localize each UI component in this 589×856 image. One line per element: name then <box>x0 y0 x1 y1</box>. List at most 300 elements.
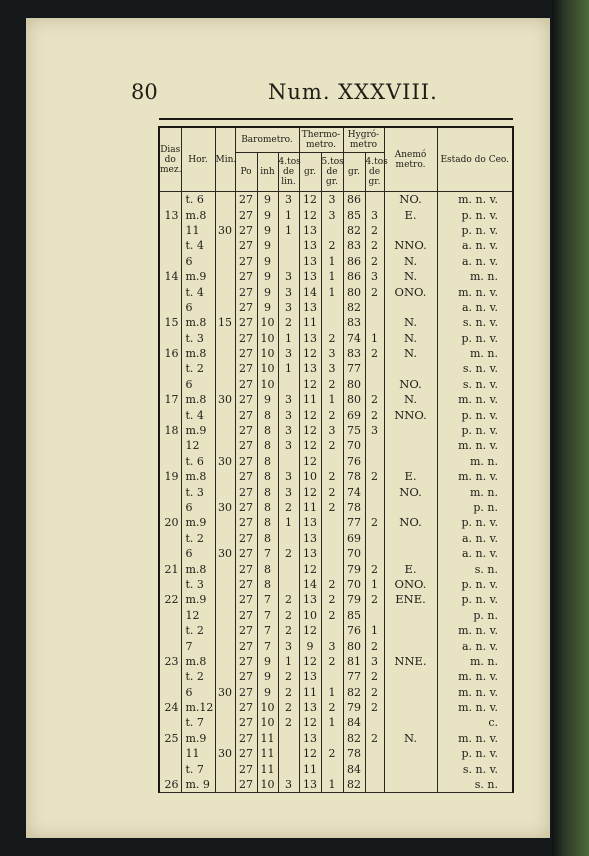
header-dias: Dias do mez. <box>159 127 181 192</box>
thermometer-degrees-cell: 13 <box>299 331 321 346</box>
anemometer-cell: N. <box>384 331 437 346</box>
barometer-quarters-cell: 3 <box>278 638 299 653</box>
barometer-pouces-cell: 27 <box>235 515 257 530</box>
barometer-quarters-cell: 2 <box>278 500 299 515</box>
hygrometer-quarters-cell <box>365 546 384 561</box>
hour-cell: m.9 <box>181 269 215 284</box>
thermometer-fifths-cell <box>321 546 343 561</box>
table-row <box>159 654 513 669</box>
thermometer-degrees-cell: 13 <box>299 700 321 715</box>
thermometer-degrees-cell: 12 <box>299 346 321 361</box>
hygrometer-degrees-cell: 85 <box>343 207 365 222</box>
hygrometer-degrees-cell: 76 <box>343 454 365 469</box>
table-row <box>159 407 513 422</box>
thermometer-degrees-cell: 13 <box>299 300 321 315</box>
barometer-lines-cell: 9 <box>257 254 278 269</box>
barometer-pouces-cell: 27 <box>235 407 257 422</box>
table-row <box>159 638 513 653</box>
sky-state-cell: s. n. v. <box>437 315 513 330</box>
barometer-quarters-cell <box>278 238 299 253</box>
anemometer-cell: NO. <box>384 515 437 530</box>
anemometer-cell <box>384 300 437 315</box>
thermometer-degrees-cell: 12 <box>299 715 321 730</box>
hygrometer-quarters-cell: 2 <box>365 638 384 653</box>
table-row <box>159 715 513 730</box>
barometer-pouces-cell: 27 <box>235 315 257 330</box>
day-cell <box>159 484 181 499</box>
hygrometer-quarters-cell: 1 <box>365 577 384 592</box>
hygrometer-degrees-cell: 77 <box>343 361 365 376</box>
header-barometro: Barometro. <box>235 127 299 153</box>
thermometer-fifths-cell: 2 <box>321 484 343 499</box>
barometer-pouces-cell: 27 <box>235 331 257 346</box>
thermometer-degrees-cell: 14 <box>299 284 321 299</box>
hygrometer-degrees-cell: 80 <box>343 284 365 299</box>
barometer-pouces-cell: 27 <box>235 392 257 407</box>
barometer-pouces-cell: 27 <box>235 546 257 561</box>
table-row <box>159 761 513 776</box>
table-row <box>159 207 513 222</box>
hygrometer-quarters-cell <box>365 608 384 623</box>
sky-state-cell: a. n. v. <box>437 638 513 653</box>
thermometer-degrees-cell: 12 <box>299 192 321 208</box>
anemometer-cell: E. <box>384 207 437 222</box>
sky-state-cell: m. n. v. <box>437 685 513 700</box>
hygrometer-degrees-cell: 77 <box>343 515 365 530</box>
thermometer-degrees-cell: 10 <box>299 469 321 484</box>
anemometer-cell <box>384 454 437 469</box>
thermometer-degrees-cell: 12 <box>299 438 321 453</box>
hygrometer-quarters-cell <box>365 761 384 776</box>
next-page-edge <box>552 0 589 856</box>
minute-cell: 30 <box>215 746 235 761</box>
hygrometer-quarters-cell: 2 <box>365 700 384 715</box>
minute-cell <box>215 192 235 208</box>
minute-cell: 15 <box>215 315 235 330</box>
barometer-pouces-cell: 27 <box>235 669 257 684</box>
hygrometer-quarters-cell: 2 <box>365 238 384 253</box>
hour-cell: t. 4 <box>181 407 215 422</box>
header-hygro-quartos: 4.tos de gr. <box>365 153 384 192</box>
sky-state-cell: a. n. v. <box>437 254 513 269</box>
thermometer-fifths-cell: 2 <box>321 500 343 515</box>
day-cell <box>159 577 181 592</box>
thermometer-fifths-cell <box>321 223 343 238</box>
anemometer-cell <box>384 546 437 561</box>
sky-state-cell: s. n. <box>437 561 513 576</box>
barometer-lines-cell: 8 <box>257 484 278 499</box>
day-cell <box>159 761 181 776</box>
minute-cell <box>215 377 235 392</box>
barometer-lines-cell: 8 <box>257 407 278 422</box>
thermometer-fifths-cell: 2 <box>321 331 343 346</box>
barometer-lines-cell: 8 <box>257 438 278 453</box>
minute-cell <box>215 254 235 269</box>
barometer-quarters-cell: 3 <box>278 392 299 407</box>
header-inh: inh <box>257 153 278 192</box>
barometer-quarters-cell: 2 <box>278 715 299 730</box>
sky-state-cell: s. n. <box>437 777 513 793</box>
barometer-pouces-cell: 27 <box>235 300 257 315</box>
hygrometer-degrees-cell: 74 <box>343 484 365 499</box>
anemometer-cell <box>384 423 437 438</box>
day-cell: 22 <box>159 592 181 607</box>
hygrometer-quarters-cell <box>365 746 384 761</box>
hygrometer-quarters-cell <box>365 361 384 376</box>
thermometer-degrees-cell: 11 <box>299 315 321 330</box>
barometer-pouces-cell: 27 <box>235 531 257 546</box>
barometer-quarters-cell: 1 <box>278 223 299 238</box>
thermometer-degrees-cell: 12 <box>299 407 321 422</box>
sky-state-cell: p. n. v. <box>437 592 513 607</box>
day-cell <box>159 300 181 315</box>
hour-cell: 12 <box>181 438 215 453</box>
hygrometer-quarters-cell: 2 <box>365 515 384 530</box>
table-row <box>159 300 513 315</box>
anemometer-cell: E. <box>384 561 437 576</box>
hour-cell: m.9 <box>181 515 215 530</box>
thermometer-fifths-cell <box>321 731 343 746</box>
barometer-pouces-cell: 27 <box>235 608 257 623</box>
minute-cell: 30 <box>215 392 235 407</box>
barometer-quarters-cell <box>278 254 299 269</box>
sky-state-cell: m. n. v. <box>437 731 513 746</box>
hygrometer-quarters-cell: 2 <box>365 592 384 607</box>
table-row <box>159 777 513 793</box>
barometer-pouces-cell: 27 <box>235 685 257 700</box>
barometer-quarters-cell: 2 <box>278 608 299 623</box>
barometer-lines-cell: 10 <box>257 361 278 376</box>
day-cell <box>159 238 181 253</box>
table-row <box>159 454 513 469</box>
barometer-quarters-cell: 2 <box>278 546 299 561</box>
table-row <box>159 515 513 530</box>
hygrometer-quarters-cell <box>365 192 384 208</box>
sky-state-cell: p. n. v. <box>437 577 513 592</box>
hour-cell: t. 4 <box>181 284 215 299</box>
day-cell <box>159 638 181 653</box>
day-cell <box>159 546 181 561</box>
hygrometer-degrees-cell: 80 <box>343 638 365 653</box>
barometer-quarters-cell: 1 <box>278 361 299 376</box>
hygrometer-degrees-cell: 75 <box>343 423 365 438</box>
table-row <box>159 700 513 715</box>
table-row <box>159 561 513 576</box>
hygrometer-degrees-cell: 69 <box>343 531 365 546</box>
minute-cell <box>215 284 235 299</box>
anemometer-cell <box>384 685 437 700</box>
header-po: Po <box>235 153 257 192</box>
hour-cell: 7 <box>181 638 215 653</box>
barometer-lines-cell: 9 <box>257 392 278 407</box>
hygrometer-degrees-cell: 79 <box>343 700 365 715</box>
minute-cell: 30 <box>215 546 235 561</box>
barometer-pouces-cell: 27 <box>235 746 257 761</box>
minute-cell <box>215 515 235 530</box>
thermometer-fifths-cell <box>321 315 343 330</box>
day-cell <box>159 500 181 515</box>
anemometer-cell <box>384 223 437 238</box>
hygrometer-quarters-cell: 1 <box>365 331 384 346</box>
thermometer-degrees-cell: 13 <box>299 269 321 284</box>
thermometer-fifths-cell: 1 <box>321 392 343 407</box>
hygrometer-degrees-cell: 70 <box>343 577 365 592</box>
thermometer-fifths-cell: 1 <box>321 685 343 700</box>
sky-state-cell: m. n. v. <box>437 469 513 484</box>
thermometer-degrees-cell: 12 <box>299 484 321 499</box>
barometer-pouces-cell: 27 <box>235 223 257 238</box>
anemometer-cell: ONO. <box>384 284 437 299</box>
thermometer-fifths-cell: 1 <box>321 254 343 269</box>
minute-cell <box>215 761 235 776</box>
sky-state-cell: a. n. v. <box>437 546 513 561</box>
header-hygrometro: Hygró-metro <box>343 127 384 153</box>
day-cell: 26 <box>159 777 181 793</box>
sky-state-cell: m. n. v. <box>437 438 513 453</box>
anemometer-cell: N. <box>384 346 437 361</box>
header-ceo: Estado do Ceo. <box>437 127 513 192</box>
sky-state-cell: p. n. <box>437 500 513 515</box>
hygrometer-quarters-cell <box>365 715 384 730</box>
thermometer-fifths-cell: 1 <box>321 284 343 299</box>
thermometer-degrees-cell: 13 <box>299 238 321 253</box>
hygrometer-quarters-cell <box>365 500 384 515</box>
hygrometer-degrees-cell: 80 <box>343 392 365 407</box>
hygrometer-degrees-cell: 70 <box>343 438 365 453</box>
table-row <box>159 392 513 407</box>
thermometer-fifths-cell <box>321 300 343 315</box>
anemometer-cell <box>384 531 437 546</box>
hour-cell: 12 <box>181 608 215 623</box>
sky-state-cell: m. n. v. <box>437 623 513 638</box>
sky-state-cell: a. n. v. <box>437 300 513 315</box>
header-hor: Hor. <box>181 127 215 192</box>
minute-cell: 30 <box>215 685 235 700</box>
table-row <box>159 423 513 438</box>
hour-cell: 6 <box>181 377 215 392</box>
barometer-quarters-cell: 3 <box>278 346 299 361</box>
anemometer-cell <box>384 438 437 453</box>
thermometer-fifths-cell: 3 <box>321 192 343 208</box>
barometer-lines-cell: 10 <box>257 700 278 715</box>
table-row <box>159 669 513 684</box>
sky-state-cell: c. <box>437 715 513 730</box>
hygrometer-degrees-cell: 84 <box>343 761 365 776</box>
anemometer-cell: NO. <box>384 192 437 208</box>
thermometer-degrees-cell: 10 <box>299 608 321 623</box>
thermometer-fifths-cell: 2 <box>321 700 343 715</box>
barometer-quarters-cell: 1 <box>278 331 299 346</box>
hour-cell: m.8 <box>181 469 215 484</box>
day-cell: 15 <box>159 315 181 330</box>
header-min: Min. <box>215 127 235 192</box>
hygrometer-quarters-cell <box>365 484 384 499</box>
hour-cell: 6 <box>181 254 215 269</box>
barometer-quarters-cell: 1 <box>278 515 299 530</box>
anemometer-cell: ONO. <box>384 577 437 592</box>
day-cell: 17 <box>159 392 181 407</box>
day-cell: 16 <box>159 346 181 361</box>
thermometer-degrees-cell: 13 <box>299 777 321 793</box>
sky-state-cell: m. n. v. <box>437 700 513 715</box>
table-row <box>159 685 513 700</box>
barometer-lines-cell: 9 <box>257 300 278 315</box>
day-cell <box>159 685 181 700</box>
hour-cell: m.9 <box>181 423 215 438</box>
thermometer-degrees-cell: 13 <box>299 546 321 561</box>
day-cell <box>159 438 181 453</box>
thermometer-fifths-cell <box>321 623 343 638</box>
minute-cell <box>215 654 235 669</box>
anemometer-cell <box>384 608 437 623</box>
hygrometer-quarters-cell <box>365 438 384 453</box>
hour-cell: t. 2 <box>181 361 215 376</box>
hour-cell: t. 3 <box>181 577 215 592</box>
barometer-quarters-cell: 2 <box>278 623 299 638</box>
minute-cell <box>215 469 235 484</box>
barometer-quarters-cell: 3 <box>278 777 299 793</box>
sky-state-cell: m. n. <box>437 654 513 669</box>
thermometer-fifths-cell: 2 <box>321 746 343 761</box>
barometer-quarters-cell <box>278 746 299 761</box>
barometer-lines-cell: 10 <box>257 331 278 346</box>
barometer-quarters-cell: 3 <box>278 438 299 453</box>
hygrometer-degrees-cell: 86 <box>343 254 365 269</box>
hygrometer-degrees-cell: 86 <box>343 269 365 284</box>
hour-cell: m.8 <box>181 315 215 330</box>
hygrometer-quarters-cell: 2 <box>365 407 384 422</box>
thermometer-degrees-cell: 13 <box>299 515 321 530</box>
hour-cell: m.12 <box>181 700 215 715</box>
sky-state-cell: m. n. <box>437 269 513 284</box>
hygrometer-quarters-cell: 2 <box>365 731 384 746</box>
thermometer-fifths-cell: 2 <box>321 469 343 484</box>
anemometer-cell: N. <box>384 392 437 407</box>
day-cell: 19 <box>159 469 181 484</box>
hygrometer-degrees-cell: 80 <box>343 377 365 392</box>
barometer-pouces-cell: 27 <box>235 438 257 453</box>
day-cell: 23 <box>159 654 181 669</box>
header-hygro-gr: gr. <box>343 153 365 192</box>
table-row <box>159 377 513 392</box>
barometer-lines-cell: 7 <box>257 592 278 607</box>
sky-state-cell: m. n. v. <box>437 392 513 407</box>
thermometer-fifths-cell: 3 <box>321 423 343 438</box>
barometer-pouces-cell: 27 <box>235 238 257 253</box>
sky-state-cell: p. n. <box>437 608 513 623</box>
minute-cell <box>215 346 235 361</box>
table-row <box>159 361 513 376</box>
hour-cell: t. 2 <box>181 531 215 546</box>
barometer-lines-cell: 8 <box>257 454 278 469</box>
hour-cell: 6 <box>181 300 215 315</box>
table-row <box>159 608 513 623</box>
hour-cell: t. 3 <box>181 484 215 499</box>
barometer-lines-cell: 10 <box>257 346 278 361</box>
barometer-pouces-cell: 27 <box>235 500 257 515</box>
header-quintos-gr: 5.tos de gr. <box>321 153 343 192</box>
barometer-pouces-cell: 27 <box>235 377 257 392</box>
page-number: 80 <box>131 80 158 104</box>
table-row <box>159 254 513 269</box>
barometer-pouces-cell: 27 <box>235 623 257 638</box>
page-title: Num. XXXVIII. <box>268 80 438 104</box>
barometer-quarters-cell <box>278 577 299 592</box>
anemometer-cell <box>384 761 437 776</box>
hygrometer-quarters-cell: 2 <box>365 685 384 700</box>
hour-cell: m.8 <box>181 561 215 576</box>
table-row <box>159 500 513 515</box>
day-cell <box>159 361 181 376</box>
hygrometer-quarters-cell <box>365 315 384 330</box>
thermometer-degrees-cell: 11 <box>299 500 321 515</box>
thermometer-fifths-cell: 3 <box>321 207 343 222</box>
barometer-pouces-cell: 27 <box>235 577 257 592</box>
anemometer-cell: ENE. <box>384 592 437 607</box>
hygrometer-degrees-cell: 77 <box>343 669 365 684</box>
table-row <box>159 531 513 546</box>
minute-cell <box>215 777 235 793</box>
hygrometer-degrees-cell: 82 <box>343 777 365 793</box>
sky-state-cell: m. n. <box>437 484 513 499</box>
thermometer-fifths-cell: 1 <box>321 715 343 730</box>
anemometer-cell: NNO. <box>384 407 437 422</box>
sky-state-cell: a. n. v. <box>437 531 513 546</box>
day-cell <box>159 669 181 684</box>
anemometer-cell: NO. <box>384 484 437 499</box>
barometer-quarters-cell: 2 <box>278 669 299 684</box>
sky-state-cell: p. n. v. <box>437 331 513 346</box>
table-row <box>159 284 513 299</box>
hygrometer-degrees-cell: 79 <box>343 592 365 607</box>
table-row <box>159 238 513 253</box>
day-cell: 24 <box>159 700 181 715</box>
barometer-pouces-cell: 27 <box>235 192 257 208</box>
table-row <box>159 577 513 592</box>
sky-state-cell: p. n. v. <box>437 407 513 422</box>
hygrometer-degrees-cell: 83 <box>343 346 365 361</box>
barometer-lines-cell: 7 <box>257 638 278 653</box>
thermometer-degrees-cell: 12 <box>299 377 321 392</box>
barometer-lines-cell: 9 <box>257 223 278 238</box>
barometer-quarters-cell <box>278 761 299 776</box>
thermometer-fifths-cell <box>321 531 343 546</box>
hygrometer-quarters-cell: 3 <box>365 269 384 284</box>
thermometer-degrees-cell: 12 <box>299 654 321 669</box>
barometer-quarters-cell <box>278 561 299 576</box>
hour-cell: t. 6 <box>181 192 215 208</box>
hygrometer-quarters-cell: 3 <box>365 654 384 669</box>
barometer-lines-cell: 7 <box>257 623 278 638</box>
sky-state-cell: s. n. v. <box>437 361 513 376</box>
hygrometer-quarters-cell: 3 <box>365 207 384 222</box>
barometer-quarters-cell: 3 <box>278 269 299 284</box>
minute-cell <box>215 608 235 623</box>
table-row <box>159 346 513 361</box>
thermometer-fifths-cell: 2 <box>321 608 343 623</box>
hour-cell: 11 <box>181 746 215 761</box>
minute-cell <box>215 407 235 422</box>
sky-state-cell: p. n. v. <box>437 746 513 761</box>
barometer-lines-cell: 10 <box>257 777 278 793</box>
barometer-pouces-cell: 27 <box>235 269 257 284</box>
minute-cell <box>215 331 235 346</box>
minute-cell <box>215 577 235 592</box>
hygrometer-quarters-cell <box>365 531 384 546</box>
hygrometer-degrees-cell: 85 <box>343 608 365 623</box>
hygrometer-degrees-cell: 78 <box>343 746 365 761</box>
thermometer-degrees-cell: 12 <box>299 561 321 576</box>
